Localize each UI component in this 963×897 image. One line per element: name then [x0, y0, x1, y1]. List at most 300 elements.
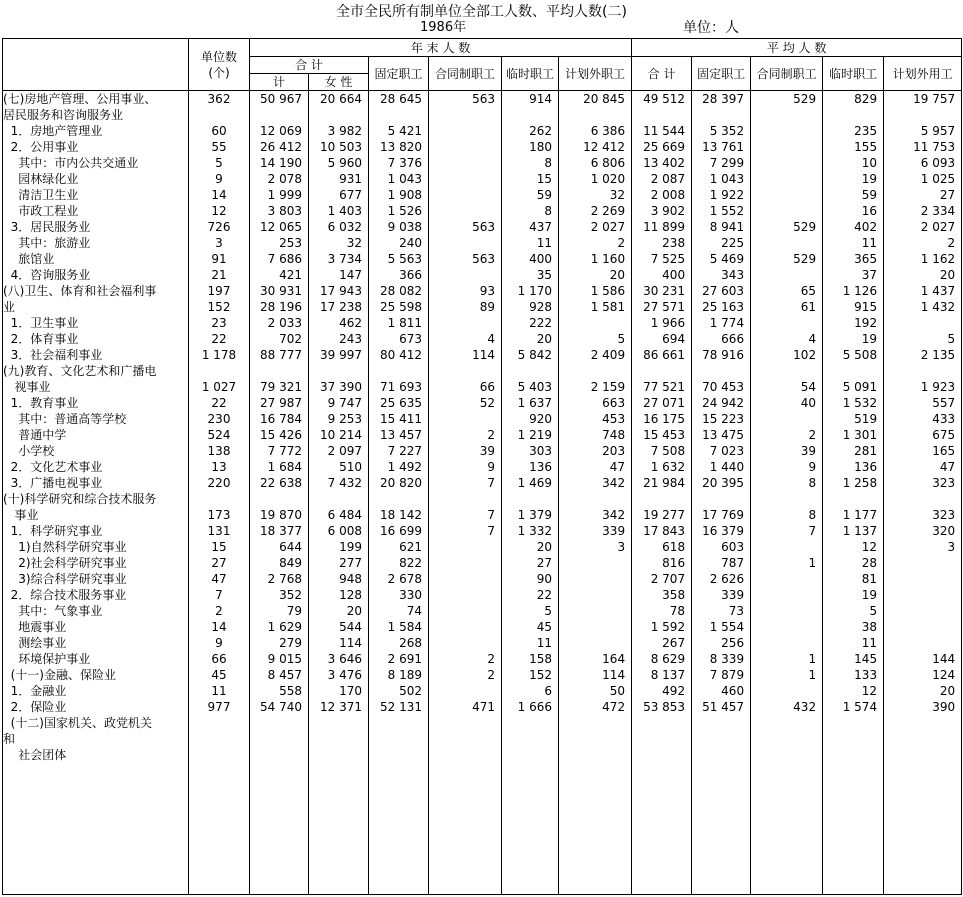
table-row: [3, 411, 962, 427]
table-cell: 11: [823, 635, 884, 651]
table-cell: 2 159: [559, 379, 632, 395]
table-row: [3, 571, 962, 587]
table-cell: 1 020: [559, 171, 632, 187]
table-cell: [823, 107, 884, 123]
table-cell: 1 584: [369, 619, 429, 635]
table-cell: 1 219: [502, 427, 559, 443]
table-cell: [751, 235, 823, 251]
table-cell: [823, 363, 884, 379]
table-row: [3, 155, 962, 171]
table-cell: 12 069: [250, 123, 309, 139]
table-cell: [692, 107, 751, 123]
table-cell: 8: [502, 203, 559, 219]
table-cell: 460: [692, 683, 751, 699]
table-header: [3, 39, 962, 91]
header-fixed: 固定职工: [369, 57, 429, 91]
table-cell: 11 899: [632, 219, 692, 235]
table-cell: 86 661: [632, 347, 692, 363]
table-cell: 71 693: [369, 379, 429, 395]
table-cell: 6 484: [309, 507, 369, 523]
table-cell: 16 784: [250, 411, 309, 427]
table-cell: 80 412: [369, 347, 429, 363]
table-row: [3, 187, 962, 203]
table-cell: 192: [823, 315, 884, 331]
table-cell: 230: [189, 411, 250, 427]
table-cell: [429, 267, 502, 283]
table-cell: 5 091: [823, 379, 884, 395]
table-cell: 400: [632, 267, 692, 283]
empty-cell: [250, 763, 309, 895]
table-cell: 1 432: [884, 299, 962, 315]
table-cell: 2 409: [559, 347, 632, 363]
row-label: 1．金融业: [3, 683, 189, 699]
table-cell: [502, 731, 559, 747]
table-cell: 915: [823, 299, 884, 315]
table-cell: [884, 555, 962, 571]
table-cell: 1 581: [559, 299, 632, 315]
table-cell: [751, 123, 823, 139]
table-cell: [751, 539, 823, 555]
table-cell: 74: [369, 603, 429, 619]
table-cell: 1: [751, 667, 823, 683]
table-cell: 28: [823, 555, 884, 571]
table-cell: 7: [751, 523, 823, 539]
table-cell: 7: [429, 475, 502, 491]
table-cell: [309, 491, 369, 507]
table-cell: 91: [189, 251, 250, 267]
table-cell: 27 571: [632, 299, 692, 315]
table-row: [3, 91, 962, 108]
row-label: (九)教育、文化艺术和广播电: [3, 363, 189, 379]
table-cell: 5: [823, 603, 884, 619]
table-cell: 124: [884, 667, 962, 683]
table-cell: 27: [502, 555, 559, 571]
table-cell: [502, 715, 559, 731]
table-cell: [884, 587, 962, 603]
row-label: 2．文化艺术事业: [3, 459, 189, 475]
table-row: [3, 267, 962, 283]
table-cell: [309, 747, 369, 763]
table-cell: [369, 491, 429, 507]
table-cell: [751, 715, 823, 731]
table-cell: [884, 635, 962, 651]
table-cell: [309, 363, 369, 379]
table-cell: 1 922: [692, 187, 751, 203]
table-cell: 323: [884, 475, 962, 491]
table-cell: 948: [309, 571, 369, 587]
table-cell: 1 025: [884, 171, 962, 187]
table-cell: 25 598: [369, 299, 429, 315]
header-average: 平 均 人 数: [632, 39, 962, 57]
table-cell: 11: [823, 235, 884, 251]
table-cell: [559, 363, 632, 379]
table-cell: 3: [559, 539, 632, 555]
table-cell: 343: [692, 267, 751, 283]
table-cell: 225: [692, 235, 751, 251]
table-cell: 7 299: [692, 155, 751, 171]
table-cell: 22: [502, 587, 559, 603]
table-cell: 2 269: [559, 203, 632, 219]
table-cell: [189, 107, 250, 123]
table-cell: 11 753: [884, 139, 962, 155]
table-cell: 9 253: [309, 411, 369, 427]
table-cell: 8 941: [692, 219, 751, 235]
table-cell: 13 820: [369, 139, 429, 155]
table-row: [3, 299, 962, 315]
table-cell: [429, 315, 502, 331]
table-cell: 6 032: [309, 219, 369, 235]
table-cell: 79: [250, 603, 309, 619]
table-cell: [751, 203, 823, 219]
table-cell: 5 508: [823, 347, 884, 363]
table-cell: 35: [502, 267, 559, 283]
row-label: 其中：气象事业: [3, 603, 189, 619]
table-cell: 563: [429, 219, 502, 235]
table-cell: 15 453: [632, 427, 692, 443]
table-cell: [823, 491, 884, 507]
table-cell: 59: [502, 187, 559, 203]
table-row: [3, 491, 962, 507]
table-cell: 8: [502, 155, 559, 171]
table-cell: 320: [884, 523, 962, 539]
table-cell: [429, 571, 502, 587]
table-cell: 2 678: [369, 571, 429, 587]
table-cell: 8 137: [632, 667, 692, 683]
table-cell: [502, 107, 559, 123]
table-cell: [751, 731, 823, 747]
table-cell: 433: [884, 411, 962, 427]
table-cell: 13 457: [369, 427, 429, 443]
table-cell: 529: [751, 91, 823, 108]
row-label: 3．居民服务业: [3, 219, 189, 235]
table-cell: [632, 715, 692, 731]
table-cell: [884, 571, 962, 587]
table-cell: [502, 363, 559, 379]
table-row: [3, 635, 962, 651]
table-cell: 15 411: [369, 411, 429, 427]
table-cell: 53 853: [632, 699, 692, 715]
table-cell: 3 646: [309, 651, 369, 667]
page-title: 全市全民所有制单位全部工人数、平均人数(二): [336, 4, 627, 20]
table-cell: [250, 107, 309, 123]
table-cell: 147: [309, 267, 369, 283]
table-cell: 13 761: [692, 139, 751, 155]
table-cell: 510: [309, 459, 369, 475]
table-cell: [559, 635, 632, 651]
table-cell: 3 982: [309, 123, 369, 139]
table-cell: [751, 683, 823, 699]
row-label: 1．卫生事业: [3, 315, 189, 331]
table-cell: [429, 603, 502, 619]
table-cell: 7 376: [369, 155, 429, 171]
table-cell: 152: [502, 667, 559, 683]
table-cell: 27: [189, 555, 250, 571]
table-cell: 20: [502, 539, 559, 555]
table-cell: 21: [189, 267, 250, 283]
table-cell: [502, 491, 559, 507]
table-cell: [369, 107, 429, 123]
table-row: [3, 331, 962, 347]
table-cell: 102: [751, 347, 823, 363]
table-cell: [429, 203, 502, 219]
table-cell: 10 503: [309, 139, 369, 155]
table-cell: 1 526: [369, 203, 429, 219]
table-row: [3, 443, 962, 459]
table-cell: 16 699: [369, 523, 429, 539]
table-cell: [692, 747, 751, 763]
table-cell: 30 931: [250, 283, 309, 299]
table-cell: 220: [189, 475, 250, 491]
table-cell: 15: [189, 539, 250, 555]
table-cell: 748: [559, 427, 632, 443]
table-cell: 3 902: [632, 203, 692, 219]
table-cell: 7 508: [632, 443, 692, 459]
table-cell: 1 027: [189, 379, 250, 395]
table-cell: 11: [502, 635, 559, 651]
table-cell: [502, 747, 559, 763]
table-cell: [632, 363, 692, 379]
table-cell: 323: [884, 507, 962, 523]
table-cell: [429, 635, 502, 651]
table-cell: 4: [429, 331, 502, 347]
table-cell: 47: [189, 571, 250, 587]
table-cell: 529: [751, 251, 823, 267]
table-cell: 339: [559, 523, 632, 539]
table-row: [3, 459, 962, 475]
table-cell: 2 135: [884, 347, 962, 363]
table-row: [3, 603, 962, 619]
table-row: [3, 539, 962, 555]
table-cell: 2 626: [692, 571, 751, 587]
table-cell: 1 552: [692, 203, 751, 219]
table-cell: 400: [502, 251, 559, 267]
table-cell: 7 772: [250, 443, 309, 459]
table-cell: 10: [823, 155, 884, 171]
table-cell: [559, 107, 632, 123]
table-cell: 8: [751, 475, 823, 491]
table-cell: 1 403: [309, 203, 369, 219]
table-cell: [751, 171, 823, 187]
header-temporary: 临时职工: [502, 57, 559, 91]
table-cell: 47: [884, 459, 962, 475]
table-cell: [884, 619, 962, 635]
table-cell: 66: [189, 651, 250, 667]
table-cell: [632, 747, 692, 763]
table-cell: 9: [189, 171, 250, 187]
header-year-end: 年 末 人 数: [250, 39, 632, 57]
table-cell: [884, 491, 962, 507]
table-cell: [429, 715, 502, 731]
table-cell: [309, 715, 369, 731]
table-cell: 49 512: [632, 91, 692, 108]
table-cell: 6 008: [309, 523, 369, 539]
table-cell: 502: [369, 683, 429, 699]
row-label: 1．房地产管理业: [3, 123, 189, 139]
table-cell: [429, 363, 502, 379]
row-label: (十)科学研究和综合技术服务: [3, 491, 189, 507]
table-cell: 1 437: [884, 283, 962, 299]
table-row: [3, 251, 962, 267]
table-cell: 303: [502, 443, 559, 459]
table-cell: [429, 683, 502, 699]
table-cell: 1 632: [632, 459, 692, 475]
table-cell: 45: [502, 619, 559, 635]
row-label: 旅馆业: [3, 251, 189, 267]
table-cell: 114: [429, 347, 502, 363]
table-cell: [751, 619, 823, 635]
table-cell: [559, 619, 632, 635]
table-cell: 1 908: [369, 187, 429, 203]
table-cell: 173: [189, 507, 250, 523]
table-cell: 1 258: [823, 475, 884, 491]
table-cell: 519: [823, 411, 884, 427]
table-cell: 256: [692, 635, 751, 651]
table-cell: 1 170: [502, 283, 559, 299]
table-cell: [559, 747, 632, 763]
year-label: 1986年: [420, 20, 467, 35]
table-cell: 1 966: [632, 315, 692, 331]
table-cell: 342: [559, 475, 632, 491]
row-label: 和: [3, 731, 189, 747]
table-cell: 3: [189, 235, 250, 251]
table-cell: 330: [369, 587, 429, 603]
row-label: 业: [3, 299, 189, 315]
table-row: [3, 363, 962, 379]
table-cell: [429, 747, 502, 763]
table-cell: 45: [189, 667, 250, 683]
table-cell: 10 214: [309, 427, 369, 443]
table-cell: 39 997: [309, 347, 369, 363]
table-cell: [632, 491, 692, 507]
table-cell: 1 379: [502, 507, 559, 523]
table-cell: [559, 715, 632, 731]
row-label: 社会团体: [3, 747, 189, 763]
row-label: 2．体育事业: [3, 331, 189, 347]
table-cell: [751, 139, 823, 155]
unit-label: 单位：人: [683, 20, 739, 36]
table-row: [3, 427, 962, 443]
table-cell: [884, 603, 962, 619]
table-cell: [189, 491, 250, 507]
table-cell: 268: [369, 635, 429, 651]
table-cell: 238: [632, 235, 692, 251]
table-cell: 677: [309, 187, 369, 203]
table-cell: 928: [502, 299, 559, 315]
table-row: [3, 395, 962, 411]
table-cell: [429, 555, 502, 571]
table-cell: 8 629: [632, 651, 692, 667]
table-cell: 5 957: [884, 123, 962, 139]
row-label: 1．教育事业: [3, 395, 189, 411]
table-cell: 17 238: [309, 299, 369, 315]
table-cell: 28 645: [369, 91, 429, 108]
table-cell: 2 087: [632, 171, 692, 187]
table-cell: 144: [884, 651, 962, 667]
table-cell: [751, 155, 823, 171]
table-cell: 19 870: [250, 507, 309, 523]
table-cell: [632, 731, 692, 747]
header-contract: 合同制职工: [429, 57, 502, 91]
table-cell: 2: [189, 603, 250, 619]
table-cell: 61: [751, 299, 823, 315]
table-cell: 21 984: [632, 475, 692, 491]
table-cell: 70 453: [692, 379, 751, 395]
table-cell: 1 440: [692, 459, 751, 475]
table-cell: [751, 363, 823, 379]
row-label: 2)社会科学研究事业: [3, 555, 189, 571]
table-cell: 666: [692, 331, 751, 347]
header-avg-outside-plan: 计划外用工: [884, 57, 962, 91]
row-label: (八)卫生、体育和社会福利事: [3, 283, 189, 299]
table-cell: [429, 171, 502, 187]
table-cell: [429, 619, 502, 635]
table-cell: 1 666: [502, 699, 559, 715]
table-cell: 437: [502, 219, 559, 235]
table-cell: [429, 187, 502, 203]
employee-table: [2, 38, 962, 895]
row-label: 事业: [3, 507, 189, 523]
table-cell: [429, 491, 502, 507]
table-cell: 77 521: [632, 379, 692, 395]
table-cell: 39: [751, 443, 823, 459]
table-cell: 1 178: [189, 347, 250, 363]
table-cell: 12: [823, 539, 884, 555]
header-outside-plan: 计划外职工: [559, 57, 632, 91]
table-cell: 11: [502, 235, 559, 251]
empty-cell: [189, 763, 250, 895]
table-cell: 22 638: [250, 475, 309, 491]
table-cell: [559, 571, 632, 587]
table-cell: 726: [189, 219, 250, 235]
table-row: [3, 619, 962, 635]
table-cell: 1: [751, 651, 823, 667]
table-cell: 24 942: [692, 395, 751, 411]
table-cell: 88 777: [250, 347, 309, 363]
table-cell: [692, 363, 751, 379]
row-label: 1)自然科学研究事业: [3, 539, 189, 555]
table-cell: 1 586: [559, 283, 632, 299]
table-cell: 52 131: [369, 699, 429, 715]
table-cell: 7: [429, 507, 502, 523]
table-cell: 12 065: [250, 219, 309, 235]
table-cell: 90: [502, 571, 559, 587]
table-cell: 136: [823, 459, 884, 475]
table-cell: 8 189: [369, 667, 429, 683]
header-unit-count: 单位数 (个): [189, 39, 250, 91]
table-cell: [309, 731, 369, 747]
table-cell: [250, 363, 309, 379]
table-cell: 829: [823, 91, 884, 108]
row-label: 普通中学: [3, 427, 189, 443]
table-cell: 2: [884, 235, 962, 251]
row-label: 视事业: [3, 379, 189, 395]
table-cell: [884, 731, 962, 747]
table-cell: [751, 411, 823, 427]
table-cell: [751, 491, 823, 507]
table-cell: [189, 747, 250, 763]
table-cell: [429, 235, 502, 251]
table-cell: 6 386: [559, 123, 632, 139]
table-cell: 621: [369, 539, 429, 555]
table-cell: 37: [823, 267, 884, 283]
table-cell: 180: [502, 139, 559, 155]
table-cell: 15: [502, 171, 559, 187]
table-cell: 5 563: [369, 251, 429, 267]
table-row: [3, 203, 962, 219]
table-cell: [429, 155, 502, 171]
table-cell: 20: [309, 603, 369, 619]
table-cell: 128: [309, 587, 369, 603]
